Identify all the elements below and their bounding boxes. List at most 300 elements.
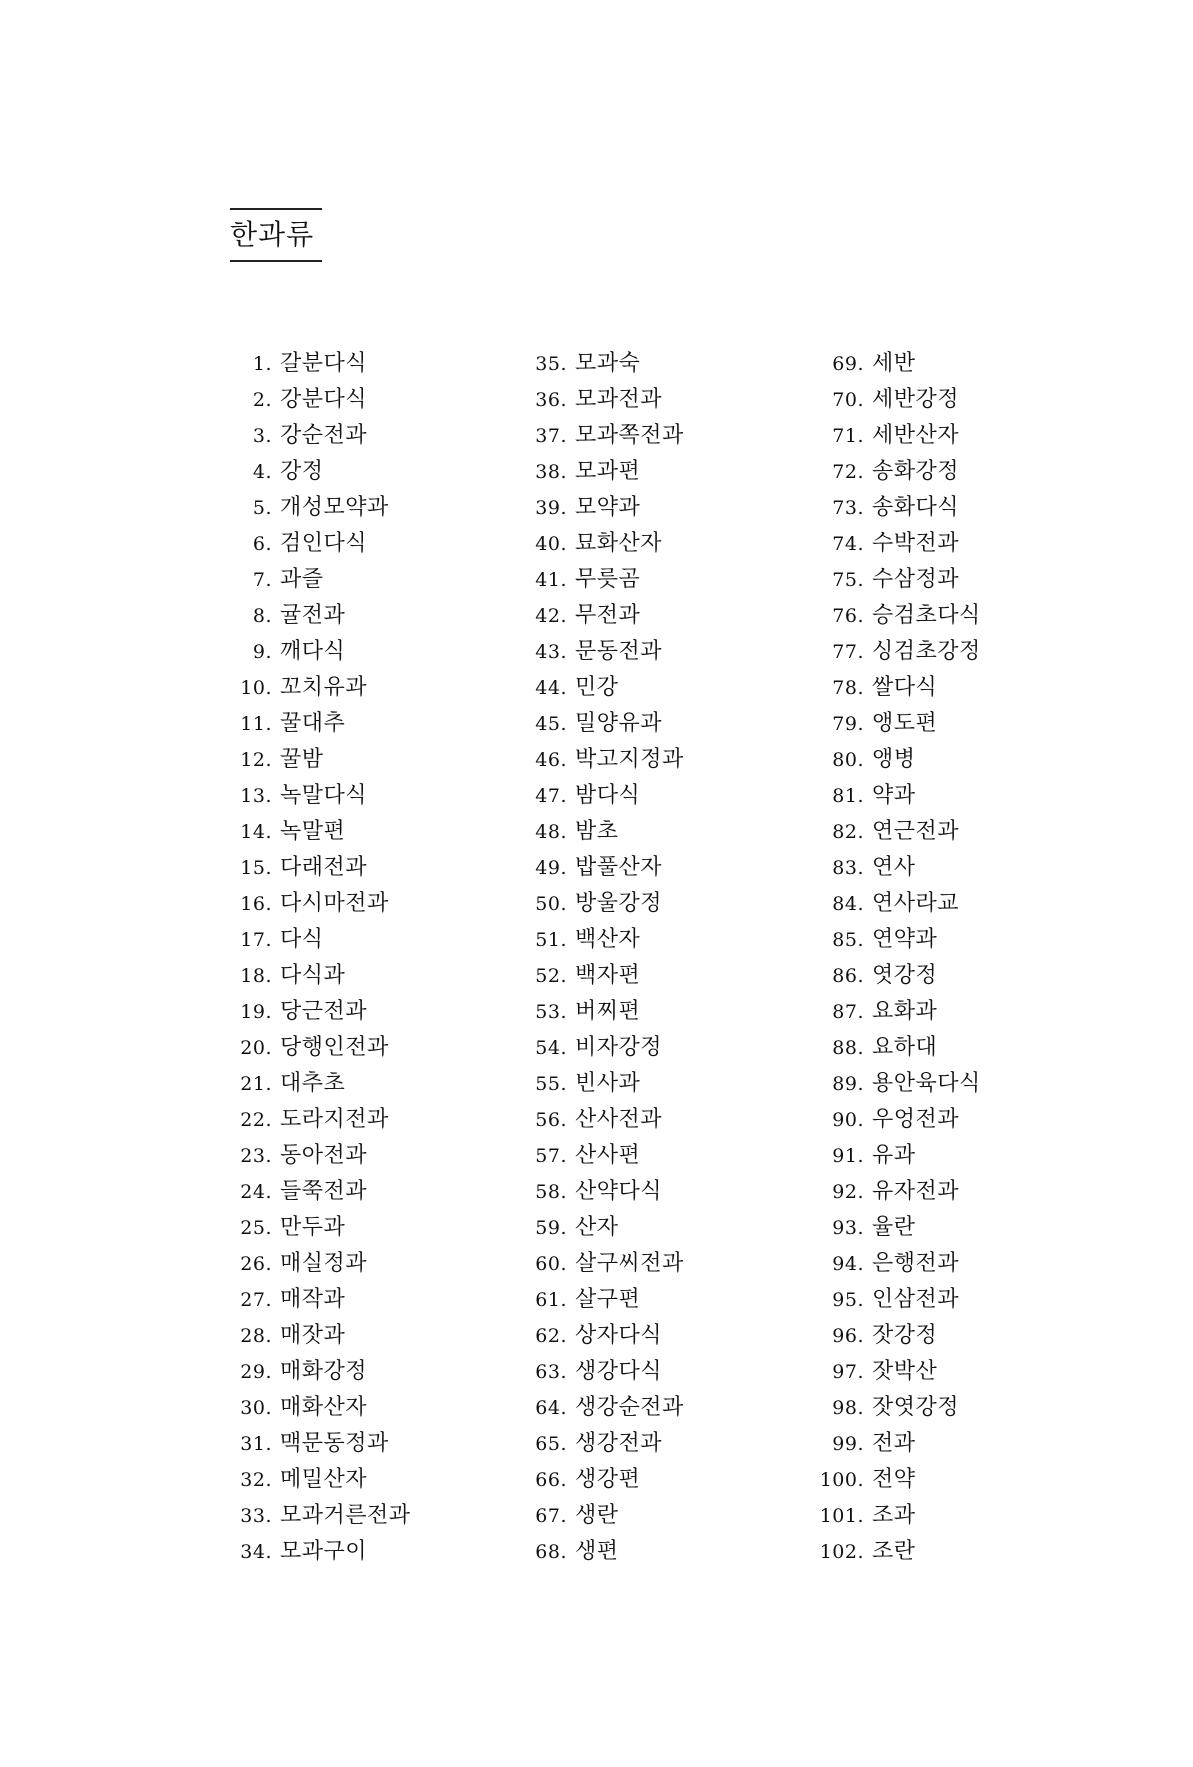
list-column-2 bbox=[525, 346, 684, 1570]
item-number: 101. bbox=[819, 1505, 864, 1527]
list-item bbox=[818, 1390, 981, 1426]
list-item bbox=[818, 1138, 981, 1174]
item-number: 10. bbox=[240, 677, 272, 699]
item-name: 생강순전과 bbox=[575, 1395, 684, 1420]
list-item bbox=[818, 670, 981, 706]
list-item bbox=[818, 562, 981, 598]
item-name: 연사라교 bbox=[872, 891, 960, 916]
item-name: 무전과 bbox=[575, 603, 641, 628]
item-number: 100. bbox=[819, 1469, 864, 1491]
item-name: 문동전과 bbox=[575, 639, 663, 664]
item-name: 백산자 bbox=[575, 927, 641, 952]
list-item bbox=[818, 634, 981, 670]
item-number: 23. bbox=[240, 1145, 272, 1167]
item-number: 17. bbox=[240, 929, 272, 951]
item-name: 잣박산 bbox=[872, 1359, 938, 1384]
item-number: 52. bbox=[535, 965, 567, 987]
item-number: 93. bbox=[832, 1217, 864, 1239]
item-number: 22. bbox=[240, 1109, 272, 1131]
item-number: 61. bbox=[535, 1289, 567, 1311]
list-item bbox=[525, 706, 684, 742]
item-name: 산사편 bbox=[575, 1143, 641, 1168]
item-number: 92. bbox=[832, 1181, 864, 1203]
item-number: 102. bbox=[819, 1541, 864, 1563]
item-name: 매작과 bbox=[280, 1287, 346, 1312]
item-name: 산사전과 bbox=[575, 1107, 663, 1132]
item-number: 86. bbox=[832, 965, 864, 987]
item-name: 깨다식 bbox=[280, 639, 346, 664]
item-name: 잣강정 bbox=[872, 1323, 938, 1348]
list-item bbox=[525, 1246, 684, 1282]
item-number: 99. bbox=[832, 1433, 864, 1455]
list-item bbox=[818, 1354, 981, 1390]
item-number: 55. bbox=[535, 1073, 567, 1095]
item-number: 53. bbox=[535, 1001, 567, 1023]
list-item bbox=[525, 886, 684, 922]
list-item bbox=[525, 994, 684, 1030]
item-name: 만두과 bbox=[280, 1215, 346, 1240]
list-item bbox=[230, 994, 411, 1030]
item-number: 38. bbox=[535, 461, 567, 483]
item-number: 69. bbox=[832, 353, 864, 375]
list-item bbox=[818, 850, 981, 886]
item-name: 밀양유과 bbox=[575, 711, 663, 736]
item-number: 82. bbox=[832, 821, 864, 843]
item-name: 조과 bbox=[872, 1503, 916, 1528]
item-name: 도라지전과 bbox=[280, 1107, 389, 1132]
item-number: 25. bbox=[240, 1217, 272, 1239]
item-number: 2. bbox=[252, 389, 272, 411]
list-item bbox=[818, 1534, 981, 1570]
item-name: 꿀대추 bbox=[280, 711, 346, 736]
list-item bbox=[525, 454, 684, 490]
item-number: 98. bbox=[832, 1397, 864, 1419]
item-name: 인삼전과 bbox=[872, 1287, 960, 1312]
item-name: 모과구이 bbox=[280, 1539, 368, 1564]
item-number: 56. bbox=[535, 1109, 567, 1131]
item-name: 메밀산자 bbox=[280, 1467, 368, 1492]
item-name: 비자강정 bbox=[575, 1035, 663, 1060]
item-name: 방울강정 bbox=[575, 891, 663, 916]
list-item bbox=[230, 1210, 411, 1246]
item-number: 95. bbox=[832, 1289, 864, 1311]
list-item bbox=[230, 418, 411, 454]
item-number: 62. bbox=[535, 1325, 567, 1347]
list-item bbox=[230, 1534, 411, 1570]
item-number: 71. bbox=[832, 425, 864, 447]
list-item bbox=[525, 562, 684, 598]
item-name: 다식과 bbox=[280, 963, 346, 988]
item-name: 밥풀산자 bbox=[575, 855, 663, 880]
list-item bbox=[230, 1102, 411, 1138]
item-number: 94. bbox=[832, 1253, 864, 1275]
item-number: 75. bbox=[832, 569, 864, 591]
item-name: 생강다식 bbox=[575, 1359, 663, 1384]
item-number: 84. bbox=[832, 893, 864, 915]
item-name: 들쭉전과 bbox=[280, 1179, 368, 1204]
list-item bbox=[525, 1390, 684, 1426]
item-name: 꿀밤 bbox=[280, 747, 324, 772]
item-number: 79. bbox=[832, 713, 864, 735]
item-name: 다식 bbox=[280, 927, 324, 952]
list-item bbox=[525, 634, 684, 670]
item-name: 녹말다식 bbox=[280, 783, 368, 808]
list-item bbox=[525, 598, 684, 634]
item-name: 앵병 bbox=[872, 747, 916, 772]
list-item bbox=[818, 922, 981, 958]
list-item bbox=[230, 886, 411, 922]
list-item bbox=[230, 1066, 411, 1102]
item-name: 밤초 bbox=[575, 819, 619, 844]
item-number: 30. bbox=[240, 1397, 272, 1419]
item-name: 우엉전과 bbox=[872, 1107, 960, 1132]
item-name: 강순전과 bbox=[280, 423, 368, 448]
item-name: 매화강정 bbox=[280, 1359, 368, 1384]
item-number: 70. bbox=[832, 389, 864, 411]
item-name: 박고지정과 bbox=[575, 747, 684, 772]
item-name: 매잣과 bbox=[280, 1323, 346, 1348]
item-number: 26. bbox=[240, 1253, 272, 1275]
item-number: 12. bbox=[240, 749, 272, 771]
item-number: 46. bbox=[535, 749, 567, 771]
list-item bbox=[525, 526, 684, 562]
list-item bbox=[818, 346, 981, 382]
list-item bbox=[230, 670, 411, 706]
list-item bbox=[818, 1246, 981, 1282]
item-name: 세반 bbox=[872, 351, 916, 376]
item-number: 43. bbox=[535, 641, 567, 663]
list-item bbox=[230, 742, 411, 778]
item-number: 6. bbox=[252, 533, 272, 555]
list-item bbox=[525, 922, 684, 958]
item-number: 20. bbox=[240, 1037, 272, 1059]
item-number: 72. bbox=[832, 461, 864, 483]
item-number: 28. bbox=[240, 1325, 272, 1347]
list-item bbox=[230, 958, 411, 994]
item-number: 66. bbox=[535, 1469, 567, 1491]
list-item bbox=[230, 850, 411, 886]
item-name: 모약과 bbox=[575, 495, 641, 520]
item-name: 쌀다식 bbox=[872, 675, 938, 700]
list-item bbox=[230, 346, 411, 382]
item-number: 42. bbox=[535, 605, 567, 627]
list-item bbox=[230, 490, 411, 526]
item-name: 생편 bbox=[575, 1539, 619, 1564]
item-name: 과즐 bbox=[280, 567, 324, 592]
item-number: 36. bbox=[535, 389, 567, 411]
list-item bbox=[818, 1426, 981, 1462]
item-number: 81. bbox=[832, 785, 864, 807]
item-number: 51. bbox=[535, 929, 567, 951]
item-name: 상자다식 bbox=[575, 1323, 663, 1348]
list-item bbox=[230, 634, 411, 670]
list-item bbox=[818, 706, 981, 742]
item-number: 96. bbox=[832, 1325, 864, 1347]
item-name: 다시마전과 bbox=[280, 891, 389, 916]
item-name: 은행전과 bbox=[872, 1251, 960, 1276]
list-item bbox=[230, 778, 411, 814]
item-number: 64. bbox=[535, 1397, 567, 1419]
item-name: 율란 bbox=[872, 1215, 916, 1240]
list-item bbox=[818, 1174, 981, 1210]
item-number: 9. bbox=[252, 641, 272, 663]
list-item bbox=[525, 1066, 684, 1102]
item-number: 83. bbox=[832, 857, 864, 879]
item-number: 3. bbox=[252, 425, 272, 447]
list-item bbox=[818, 454, 981, 490]
item-name: 전과 bbox=[872, 1431, 916, 1456]
list-item bbox=[818, 1030, 981, 1066]
item-number: 65. bbox=[535, 1433, 567, 1455]
item-name: 민강 bbox=[575, 675, 619, 700]
item-name: 앵도편 bbox=[872, 711, 938, 736]
item-number: 57. bbox=[535, 1145, 567, 1167]
list-item bbox=[818, 1210, 981, 1246]
item-name: 귤전과 bbox=[280, 603, 346, 628]
item-name: 산자 bbox=[575, 1215, 619, 1240]
item-number: 97. bbox=[832, 1361, 864, 1383]
list-item bbox=[818, 1498, 981, 1534]
list-item bbox=[230, 454, 411, 490]
item-name: 맥문동정과 bbox=[280, 1431, 389, 1456]
list-item bbox=[818, 1462, 981, 1498]
item-name: 꼬치유과 bbox=[280, 675, 368, 700]
list-item bbox=[818, 994, 981, 1030]
item-number: 29. bbox=[240, 1361, 272, 1383]
list-item bbox=[525, 382, 684, 418]
item-name: 생란 bbox=[575, 1503, 619, 1528]
list-item bbox=[230, 922, 411, 958]
list-item bbox=[818, 526, 981, 562]
item-number: 45. bbox=[535, 713, 567, 735]
item-number: 88. bbox=[832, 1037, 864, 1059]
list-item bbox=[818, 814, 981, 850]
list-item bbox=[818, 778, 981, 814]
item-name: 싱검초강정 bbox=[872, 639, 981, 664]
item-name: 생강편 bbox=[575, 1467, 641, 1492]
item-number: 50. bbox=[535, 893, 567, 915]
item-name: 세반산자 bbox=[872, 423, 960, 448]
list-item bbox=[230, 598, 411, 634]
list-item bbox=[525, 418, 684, 454]
item-name: 갈분다식 bbox=[280, 351, 368, 376]
list-item bbox=[525, 958, 684, 994]
item-name: 요화과 bbox=[872, 999, 938, 1024]
item-name: 유자전과 bbox=[872, 1179, 960, 1204]
item-number: 40. bbox=[535, 533, 567, 555]
item-name: 모과숙 bbox=[575, 351, 641, 376]
list-column-3 bbox=[818, 346, 981, 1570]
list-item bbox=[525, 1426, 684, 1462]
item-number: 73. bbox=[832, 497, 864, 519]
item-name: 살구씨전과 bbox=[575, 1251, 684, 1276]
list-item bbox=[230, 814, 411, 850]
item-name: 연사 bbox=[872, 855, 916, 880]
item-name: 요하대 bbox=[872, 1035, 938, 1060]
list-item bbox=[230, 1030, 411, 1066]
list-item bbox=[230, 1138, 411, 1174]
list-item bbox=[525, 850, 684, 886]
list-item bbox=[525, 1030, 684, 1066]
item-number: 78. bbox=[832, 677, 864, 699]
item-name: 무릇곰 bbox=[575, 567, 641, 592]
list-item bbox=[525, 814, 684, 850]
item-number: 67. bbox=[535, 1505, 567, 1527]
item-number: 32. bbox=[240, 1469, 272, 1491]
item-name: 연약과 bbox=[872, 927, 938, 952]
item-name: 수삼정과 bbox=[872, 567, 960, 592]
item-name: 대추초 bbox=[280, 1071, 346, 1096]
item-number: 11. bbox=[240, 713, 272, 735]
list-item bbox=[525, 1282, 684, 1318]
list-item bbox=[818, 490, 981, 526]
item-name: 당근전과 bbox=[280, 999, 368, 1024]
heading-bottom-rule bbox=[230, 260, 322, 262]
list-item bbox=[525, 670, 684, 706]
item-number: 39. bbox=[535, 497, 567, 519]
item-number: 15. bbox=[240, 857, 272, 879]
list-item bbox=[525, 1174, 684, 1210]
item-name: 약과 bbox=[872, 783, 916, 808]
list-item bbox=[525, 1138, 684, 1174]
item-number: 44. bbox=[535, 677, 567, 699]
item-name: 전약 bbox=[872, 1467, 916, 1492]
item-name: 백자편 bbox=[575, 963, 641, 988]
item-name: 묘화산자 bbox=[575, 531, 663, 556]
item-number: 16. bbox=[240, 893, 272, 915]
item-number: 59. bbox=[535, 1217, 567, 1239]
list-item bbox=[230, 1462, 411, 1498]
item-name: 연근전과 bbox=[872, 819, 960, 844]
item-number: 49. bbox=[535, 857, 567, 879]
item-name: 검인다식 bbox=[280, 531, 368, 556]
list-item bbox=[525, 346, 684, 382]
item-name: 강정 bbox=[280, 459, 324, 484]
item-name: 매실정과 bbox=[280, 1251, 368, 1276]
list-item bbox=[818, 886, 981, 922]
list-item bbox=[230, 1174, 411, 1210]
item-name: 잣엿강정 bbox=[872, 1395, 960, 1420]
item-number: 89. bbox=[832, 1073, 864, 1095]
list-item bbox=[230, 526, 411, 562]
item-name: 동아전과 bbox=[280, 1143, 368, 1168]
item-name: 빈사과 bbox=[575, 1071, 641, 1096]
item-number: 33. bbox=[240, 1505, 272, 1527]
list-item bbox=[525, 1534, 684, 1570]
item-number: 90. bbox=[832, 1109, 864, 1131]
item-name: 매화산자 bbox=[280, 1395, 368, 1420]
item-number: 68. bbox=[535, 1541, 567, 1563]
item-name: 수박전과 bbox=[872, 531, 960, 556]
list-item bbox=[818, 598, 981, 634]
item-number: 91. bbox=[832, 1145, 864, 1167]
item-name: 산약다식 bbox=[575, 1179, 663, 1204]
item-number: 31. bbox=[240, 1433, 272, 1455]
item-number: 19. bbox=[240, 1001, 272, 1023]
item-name: 모과편 bbox=[575, 459, 641, 484]
item-number: 24. bbox=[240, 1181, 272, 1203]
list-item bbox=[230, 1282, 411, 1318]
item-number: 4. bbox=[252, 461, 272, 483]
list-column-1 bbox=[230, 346, 411, 1570]
item-number: 7. bbox=[252, 569, 272, 591]
item-name: 세반강정 bbox=[872, 387, 960, 412]
item-number: 14. bbox=[240, 821, 272, 843]
list-item bbox=[525, 778, 684, 814]
item-number: 85. bbox=[832, 929, 864, 951]
list-item bbox=[230, 706, 411, 742]
item-number: 5. bbox=[252, 497, 272, 519]
item-number: 63. bbox=[535, 1361, 567, 1383]
item-number: 54. bbox=[535, 1037, 567, 1059]
item-name: 유과 bbox=[872, 1143, 916, 1168]
item-number: 18. bbox=[240, 965, 272, 987]
list-item bbox=[525, 1102, 684, 1138]
item-name: 생강전과 bbox=[575, 1431, 663, 1456]
item-number: 80. bbox=[832, 749, 864, 771]
item-name: 강분다식 bbox=[280, 387, 368, 412]
list-item bbox=[525, 1318, 684, 1354]
list-item bbox=[525, 742, 684, 778]
item-number: 35. bbox=[535, 353, 567, 375]
item-name: 살구편 bbox=[575, 1287, 641, 1312]
item-number: 60. bbox=[535, 1253, 567, 1275]
item-name: 버찌편 bbox=[575, 999, 641, 1024]
list-item bbox=[525, 1462, 684, 1498]
list-item bbox=[818, 742, 981, 778]
item-name: 밤다식 bbox=[575, 783, 641, 808]
list-item bbox=[818, 958, 981, 994]
item-name: 용안육다식 bbox=[872, 1071, 981, 1096]
list-item bbox=[230, 1426, 411, 1462]
item-name: 송화다식 bbox=[872, 495, 960, 520]
item-number: 77. bbox=[832, 641, 864, 663]
item-name: 모과쪽전과 bbox=[575, 423, 684, 448]
item-number: 1. bbox=[252, 353, 272, 375]
item-number: 41. bbox=[535, 569, 567, 591]
list-item bbox=[525, 490, 684, 526]
list-item bbox=[230, 1246, 411, 1282]
item-name: 다래전과 bbox=[280, 855, 368, 880]
list-item bbox=[230, 1498, 411, 1534]
list-item bbox=[525, 1498, 684, 1534]
list-item bbox=[818, 382, 981, 418]
item-number: 37. bbox=[535, 425, 567, 447]
list-item bbox=[230, 562, 411, 598]
item-name: 엿강정 bbox=[872, 963, 938, 988]
item-name: 개성모약과 bbox=[280, 495, 389, 520]
list-item bbox=[230, 1318, 411, 1354]
list-item bbox=[818, 1102, 981, 1138]
item-name: 송화강정 bbox=[872, 459, 960, 484]
section-heading bbox=[230, 208, 322, 262]
list-item bbox=[818, 1318, 981, 1354]
list-item bbox=[818, 1066, 981, 1102]
item-number: 48. bbox=[535, 821, 567, 843]
list-item bbox=[230, 1390, 411, 1426]
item-number: 34. bbox=[240, 1541, 272, 1563]
item-name: 모과거른전과 bbox=[280, 1503, 411, 1528]
list-item bbox=[230, 1354, 411, 1390]
item-name: 조란 bbox=[872, 1539, 916, 1564]
list-item bbox=[818, 1282, 981, 1318]
item-number: 21. bbox=[240, 1073, 272, 1095]
item-number: 47. bbox=[535, 785, 567, 807]
list-item bbox=[525, 1210, 684, 1246]
list-item bbox=[525, 1354, 684, 1390]
item-number: 8. bbox=[252, 605, 272, 627]
item-number: 13. bbox=[240, 785, 272, 807]
